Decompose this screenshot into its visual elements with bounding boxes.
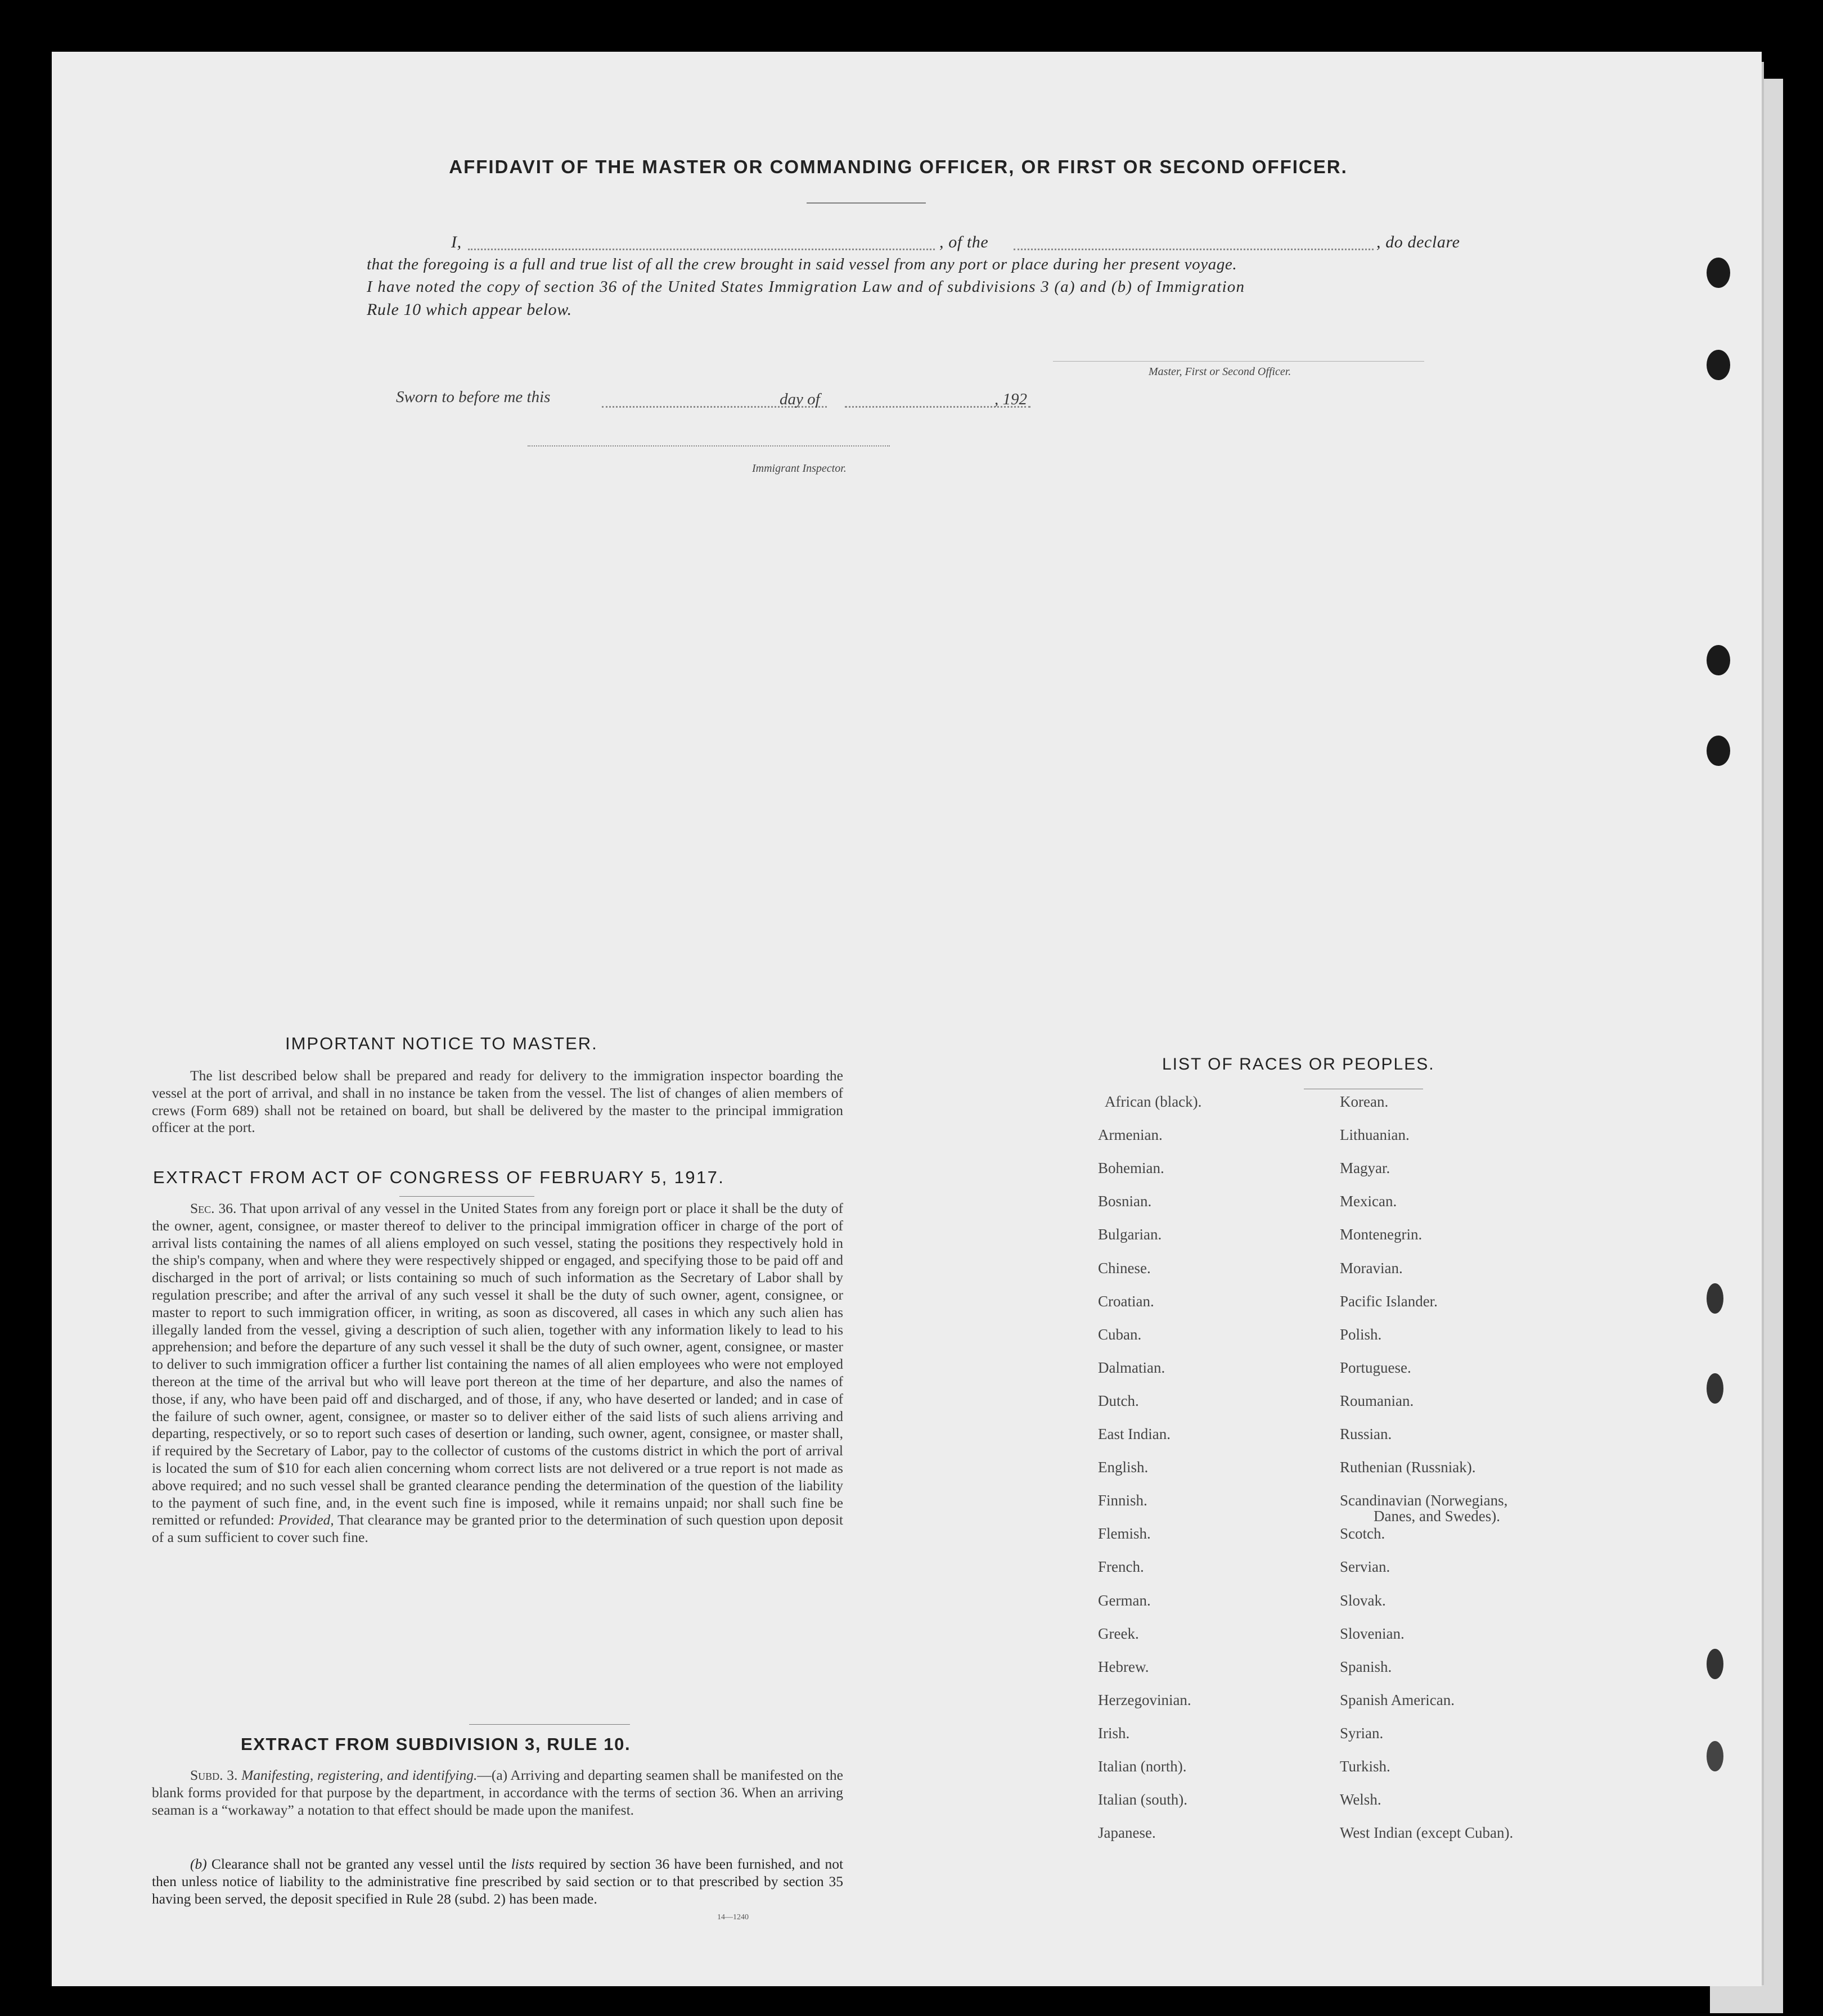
race-item: Dutch.: [1098, 1392, 1139, 1409]
races-heading: LIST OF RACES OR PEOPLES.: [1162, 1055, 1435, 1074]
race-item: Magyar.: [1340, 1160, 1390, 1177]
punch-hole: [1707, 350, 1730, 380]
section-36-label: Sec. 36.: [190, 1200, 237, 1216]
race-item: Slovak.: [1340, 1591, 1386, 1609]
race-item: Welsh.: [1340, 1791, 1381, 1808]
race-item: Spanish.: [1340, 1658, 1392, 1675]
notice-body: [152, 1067, 843, 1136]
sworn-day-of-label: day of: [780, 390, 820, 408]
punch-hole: [1707, 1741, 1723, 1771]
document-page: [52, 52, 1762, 1986]
race-item: Japanese.: [1098, 1824, 1156, 1842]
race-item: Herzegovinian.: [1098, 1691, 1191, 1708]
subd-3-label: Subd. 3.: [190, 1767, 238, 1783]
affidavit-line-4: Rule 10 which appear below.: [367, 300, 572, 319]
act-extract-heading: EXTRACT FROM ACT OF CONGRESS OF FEBRUARY 5, 1917.: [153, 1167, 725, 1187]
race-item: Cuban.: [1098, 1325, 1142, 1343]
punch-hole: [1707, 736, 1730, 766]
race-item: Hebrew.: [1098, 1658, 1149, 1675]
sworn-year-label: , 192: [994, 390, 1027, 408]
vessel-name-field[interactable]: [1014, 249, 1374, 250]
race-item: Scotch.: [1340, 1525, 1385, 1543]
race-item: Turkish.: [1340, 1758, 1390, 1775]
race-item: Croatian.: [1098, 1292, 1154, 1310]
race-item: Greek.: [1098, 1625, 1139, 1642]
affidavit-line-3: I have noted the copy of section 36 of the United States Immigration Law and of subdivisions 3 (a) and (b) of Immigration: [367, 278, 1245, 296]
race-item: Servian.: [1340, 1558, 1390, 1576]
race-item: African (black).: [1105, 1093, 1202, 1110]
race-item: Italian (north).: [1098, 1758, 1187, 1775]
signature-line[interactable]: [1053, 361, 1424, 362]
form-number: 14—1240: [717, 1913, 749, 1922]
race-item: Bosnian.: [1098, 1193, 1152, 1210]
inspector-signature-field[interactable]: [528, 445, 890, 447]
rule-extract-para-a: [152, 1767, 843, 1819]
affidavit-line-2: that the foregoing is a full and true list of all the crew brought in said vessel from any port or place during her present voyage.: [367, 255, 1237, 273]
race-item: East Indian.: [1098, 1426, 1171, 1442]
race-item: Scandinavian (Norwegians,: [1340, 1492, 1508, 1509]
race-item: French.: [1098, 1558, 1144, 1576]
inspector-caption: Immigrant Inspector.: [752, 462, 847, 475]
sworn-prefix: Sworn to before me this: [396, 388, 551, 406]
race-item: Italian (south).: [1098, 1791, 1187, 1808]
affidavit-i-label: I,: [451, 233, 462, 251]
race-item: Pacific Islander.: [1340, 1292, 1438, 1310]
notice-body-text: The list described below shall be prepared and ready for delivery to the immigration inspector boarding the vessel at the port of arrival, and shall in no instance be taken from the vessel. The list of changes of alien members of crews (Form 689) shall not be retained on board, but shall be delivered by the master to the principal immigration officer at the port.: [152, 1067, 843, 1136]
race-item: Slovenian.: [1340, 1625, 1405, 1642]
race-item: Spanish American.: [1340, 1691, 1455, 1708]
affidavit-do-declare-label: , do declare: [1376, 233, 1460, 251]
punch-hole: [1707, 1373, 1723, 1404]
race-item: English.: [1098, 1459, 1149, 1476]
master-name-field[interactable]: [468, 249, 935, 250]
race-item: Russian.: [1340, 1426, 1392, 1442]
race-item: Syrian.: [1340, 1724, 1384, 1742]
act-extract-body: [152, 1200, 843, 1546]
signature-caption: Master, First or Second Officer.: [1149, 366, 1291, 378]
race-item: German.: [1098, 1591, 1151, 1609]
race-item: Danes, and Swedes).: [1374, 1508, 1500, 1525]
punch-hole: [1707, 1283, 1723, 1314]
para-b-text-2: required by section 36 have been furnished, and not then unless notice of liability to the administrative fine prescribed by said section or to that prescribed by section 35 having been served, the deposit specified in Rule 28 (subd. 2) has been made.: [152, 1856, 844, 1907]
race-item: Lithuanian.: [1340, 1126, 1410, 1144]
para-b-label: (b): [190, 1856, 207, 1872]
subd-3-para-a: —(a) Arriving and departing seamen shall be manifested on the blank forms provided for that purpose by the department, in accordance with the terms of section 36. When an arriving seaman is a “workaway” a notation to that effect should be made upon the manifest.: [152, 1767, 844, 1818]
rule-extract-heading: EXTRACT FROM SUBDIVISION 3, RULE 10.: [241, 1734, 631, 1754]
race-item: Montenegrin.: [1340, 1226, 1423, 1243]
punch-hole: [1707, 645, 1730, 675]
race-item: Ruthenian (Russniak).: [1340, 1459, 1476, 1476]
race-item: Portuguese.: [1340, 1359, 1411, 1376]
provided-word: Provided,: [278, 1512, 334, 1528]
race-item: Roumanian.: [1340, 1392, 1414, 1409]
race-item: Mexican.: [1340, 1193, 1397, 1210]
race-item: Moravian.: [1340, 1259, 1403, 1277]
rule-extract-divider: [469, 1724, 630, 1725]
race-item: Flemish.: [1098, 1525, 1151, 1543]
race-item: Armenian.: [1098, 1126, 1163, 1144]
para-b-lists-word: lists: [511, 1856, 534, 1872]
race-item: Irish.: [1098, 1724, 1130, 1742]
race-item: Dalmatian.: [1098, 1359, 1165, 1376]
affidavit-of-the-label: , of the: [939, 233, 989, 251]
notice-heading: IMPORTANT NOTICE TO MASTER.: [285, 1034, 598, 1053]
act-extract-rule: [399, 1196, 534, 1197]
race-item: Chinese.: [1098, 1259, 1151, 1277]
race-item: Bohemian.: [1098, 1160, 1164, 1177]
race-item: Finnish.: [1098, 1492, 1147, 1509]
affidavit-title: AFFIDAVIT OF THE MASTER OR COMMANDING OFFICER, OR FIRST OR SECOND OFFICER.: [449, 156, 1348, 177]
para-b-text-1: Clearance shall not be granted any vessel until the: [211, 1856, 507, 1872]
affidavit-title-rule: [807, 202, 926, 204]
punch-hole: [1707, 1649, 1723, 1679]
race-item: Bulgarian.: [1098, 1226, 1162, 1243]
punch-hole: [1707, 258, 1730, 288]
section-36-text: That upon arrival of any vessel in the United States from any foreign port or place it shall be the duty of the owner, agent, consignee, or master thereof to deliver to the principal immigration officer in charge of the port of arrival lists containing the names of all aliens employed on such vessel, stating the positions they respectively hold in the ship's company, when and where they were respectively shipped or engaged, and specifying those to be paid off and discharged in the port of arrival; or lists containing so much of such information as the Secretary of Labor shall by regulation prescribe; and after the arrival of any such vessel it shall be the duty of such owner, agent, consignee, or master to report to such immigration officer, in writing, as soon as discovered, all cases in which any such alien has illegally landed from the vessel, giving a description of such alien, together with any information likely to lead to his apprehension; and before the departure of any such vessel it shall be the duty of such owner, agent, consignee, or master to deliver to such immigration officer a further list containing the names of all alien employees who were not employed thereon at the time of the arrival but who will leave port thereon at the time of her departure, and also the names of those, if any, who have been paid off and discharged, and of those, if any, who have deserted or landed; and in case of the failure of such owner, agent, consignee, or master so to deliver either of the said lists of such aliens arriving and departing, respectively, or so to report such cases of desertion or landing, such owner, agent, consignee, or master shall, if required by the Secretary of Labor, pay to the collector of customs of the customs district in which the port of arrival is located the sum of $10 for each alien concerning whom correct lists are not delivered or a true report is not made as above required; and no such vessel shall be granted clearance pending the determination of the question of the liability to the payment of such fine, and, in the event such fine is imposed, while it remains unpaid; nor shall such fine be remitted or refunded:: [152, 1200, 843, 1528]
subd-3-title: Manifesting, registering, and identifying.: [241, 1767, 478, 1783]
race-item: West Indian (except Cuban).: [1340, 1824, 1514, 1842]
section-36-proviso: That clearance may be granted prior to the determination of such question upon deposit of a sum sufficient to cover such fine.: [152, 1512, 843, 1546]
race-item: Polish.: [1340, 1325, 1382, 1343]
race-item: Korean.: [1340, 1093, 1389, 1110]
rule-extract-para-b: [152, 1856, 843, 1907]
